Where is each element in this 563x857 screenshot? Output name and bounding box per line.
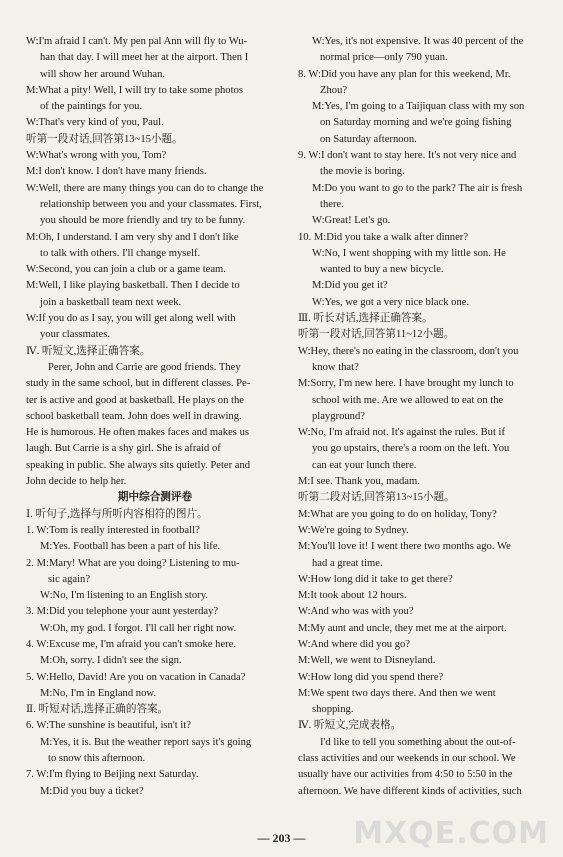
- text-line: 3. M:Did you telephone your aunt yesterday?: [26, 606, 219, 618]
- text-line: Ⅱ. 听短对话,选择正确的答案。: [26, 704, 169, 716]
- text-line: W:And who was with you?: [298, 606, 414, 618]
- text-line: M:Oh, I understand. I am very shy and I don't like: [26, 231, 239, 243]
- text-line: on Saturday morning and we're going fishing: [320, 117, 512, 129]
- text-line: of the paintings for you.: [40, 101, 143, 113]
- text-line: 6. W:The sunshine is beautiful, isn't it?: [26, 720, 191, 732]
- text-line: had a great time.: [312, 557, 383, 569]
- text-line: 听第一段对话,回答第11~12小题。: [298, 329, 455, 341]
- text-line: 听第二段对话,回答第13~15小题。: [298, 492, 455, 504]
- text-line: W:I'm afraid I can't. My pen pal Ann will fly to Wu-: [26, 36, 248, 47]
- text-line: to snow this afternoon.: [48, 753, 146, 765]
- text-line: 9. W:I don't want to stay here. It's not very nice and: [298, 150, 517, 162]
- text-line: M:My aunt and uncle, they met me at the airport.: [298, 622, 507, 634]
- text-line: M:You'll love it! I went there two months ago. We: [298, 541, 511, 553]
- text-line: Ⅳ. 听短文,选择正确答案。: [26, 345, 151, 357]
- text-line: your classmates.: [40, 329, 111, 341]
- text-line: ter is active and good at basketball. He plays on the: [26, 394, 244, 406]
- text-line: 4. W:Excuse me, I'm afraid you can't smoke here.: [26, 638, 237, 650]
- text-line: 10. M:Did you take a walk after dinner?: [298, 231, 469, 243]
- text-line: He is humorous. He often makes faces and makes us: [26, 427, 249, 439]
- text-line: Perer, John and Carrie are good friends. They: [48, 361, 241, 373]
- text-line: laugh. But Carrie is a shy girl. She is afraid of: [26, 443, 221, 455]
- text-line: M:What a pity! Well, I will try to take some photos: [26, 84, 243, 96]
- text-line: 5. W:Hello, David! Are you on vacation in Canada?: [26, 671, 246, 683]
- text-line: W:No, I'm listening to an English story.: [40, 590, 208, 602]
- text-line: can eat your lunch there.: [312, 459, 417, 471]
- text-line: there.: [320, 198, 344, 210]
- text-line: Ⅳ. 听短文,完成表格。: [298, 720, 402, 732]
- text-line: W:No, I'm afraid not. It's against the rules. But if: [298, 427, 506, 439]
- text-line: W:That's very kind of you, Paul.: [26, 117, 164, 129]
- text-line: 7. W:I'm flying to Beijing next Saturday.: [26, 769, 199, 781]
- text-line: will show her around Wuhan.: [40, 68, 166, 80]
- text-line: W:And where did you go?: [298, 638, 410, 650]
- text-line: W:Great! Let's go.: [312, 215, 391, 227]
- text-line: W:No, I went shopping with my little son. He: [312, 247, 506, 259]
- text-line: study in the same school, but in different classes. Pe-: [26, 378, 251, 390]
- text-line: W:Yes, we got a very nice black one.: [312, 296, 470, 308]
- text-line: 期中综合测评卷: [117, 492, 193, 504]
- text-line: normal price—only 790 yuan.: [320, 52, 448, 64]
- text-line: W:Hey, there's no eating in the classroom, don't you: [298, 345, 519, 357]
- text-line: M:What are you going to do on holiday, Tony?: [298, 508, 497, 520]
- text-line: M:Yes, it is. But the weather report says it's going: [40, 736, 252, 748]
- text-line: M:We spent two days there. And then we went: [298, 687, 496, 699]
- text-line: the movie is boring.: [320, 166, 405, 178]
- text-line: I'd like to tell you something about the out-of-: [320, 736, 516, 748]
- text-line: sic again?: [48, 573, 91, 585]
- text-line: class activities and our weekends in our school. We: [298, 753, 516, 765]
- text-line: afternoon. We have different kinds of activities, such: [298, 785, 522, 797]
- text-line: M:Oh, sorry. I didn't see the sign.: [40, 655, 182, 667]
- text-line: usually have our activities from 4:50 to 5:50 in the: [298, 769, 513, 781]
- watermark-text: MXQE.COM: [353, 816, 549, 851]
- text-line: Ⅲ. 听长对话,选择正确答案。: [298, 313, 433, 325]
- text-line: M:Sorry, I'm new here. I have brought my lunch to: [298, 378, 514, 390]
- text-line: W:How long did it take to get there?: [298, 573, 453, 585]
- text-line: you should be more friendly and try to be funny.: [40, 215, 246, 227]
- text-line: playground?: [312, 410, 365, 422]
- text-line: M:Did you get it?: [312, 280, 388, 292]
- text-line: 8. W:Did you have any plan for this weekend, Mr.: [298, 68, 511, 80]
- text-line: W:Second, you can join a club or a game team.: [26, 264, 226, 276]
- text-line: W:What's wrong with you, Tom?: [26, 150, 167, 162]
- text-line: M:Do you want to go to the park? The air is fresh: [312, 182, 523, 194]
- text-line: on Saturday afternoon.: [320, 133, 417, 145]
- text-line: John decide to help her.: [26, 476, 127, 488]
- text-line: speaking in public. She always sits quietly. Peter and: [26, 459, 251, 471]
- page-number: — 203 —: [257, 831, 306, 845]
- text-line: school basketball team. John does well in drawing.: [26, 410, 242, 422]
- text-line: W:If you do as I say, you will get along well with: [26, 313, 236, 325]
- text-line: 2. M:Mary! What are you doing? Listening to mu-: [26, 557, 240, 569]
- watermark-logo: [353, 809, 555, 853]
- text-line: school with me. Are we allowed to eat on the: [312, 394, 504, 406]
- text-line: han that day. I will meet her at the airport. Then I: [40, 52, 249, 64]
- text-line: M:I see. Thank you, madam.: [298, 476, 420, 488]
- text-line: Ⅰ. 听句子,选择与所听内容相符的图片。: [26, 508, 208, 520]
- text-line: M:I don't know. I don't have many friends.: [26, 166, 207, 178]
- text-line: W:How long did you spend there?: [298, 671, 444, 683]
- text-line: M:Well, I like playing basketball. Then I decide to: [26, 280, 240, 292]
- text-line: M:Well, we went to Disneyland.: [298, 655, 436, 667]
- text-line: wanted to buy a new bicycle.: [320, 264, 444, 276]
- text-line: Zhou?: [320, 84, 348, 96]
- text-line: W:Well, there are many things you can do to change the: [26, 182, 264, 194]
- text-line: W:Yes, it's not expensive. It was 40 percent of the: [312, 36, 524, 47]
- text-line: W:Oh, my god. I forgot. I'll call her right now.: [40, 622, 237, 634]
- text-line: M:No, I'm in England now.: [40, 687, 156, 699]
- text-line: 听第一段对话,回答第13~15小题。: [26, 133, 183, 145]
- text-line: W:We're going to Sydney.: [298, 524, 409, 536]
- left-column: [26, 34, 284, 800]
- text-line: join a basketball team next week.: [40, 296, 182, 308]
- text-line: M:Did you buy a ticket?: [40, 785, 144, 797]
- text-line: relationship between you and your classmates. First,: [40, 198, 262, 210]
- text-line: you go upstairs, there's a room on the left. You: [312, 443, 510, 455]
- text-line: to talk with others. I'll change myself.: [40, 247, 201, 259]
- text-line: M:It took about 12 hours.: [298, 590, 407, 602]
- text-line: shopping.: [312, 704, 354, 716]
- text-line: know that?: [312, 361, 359, 373]
- text-line: M:Yes, I'm going to a Taijiquan class with my son: [312, 101, 525, 113]
- right-column: [298, 34, 550, 800]
- text-line: M:Yes. Football has been a part of his life.: [40, 541, 221, 553]
- text-line: 1. W:Tom is really interested in football?: [26, 524, 200, 536]
